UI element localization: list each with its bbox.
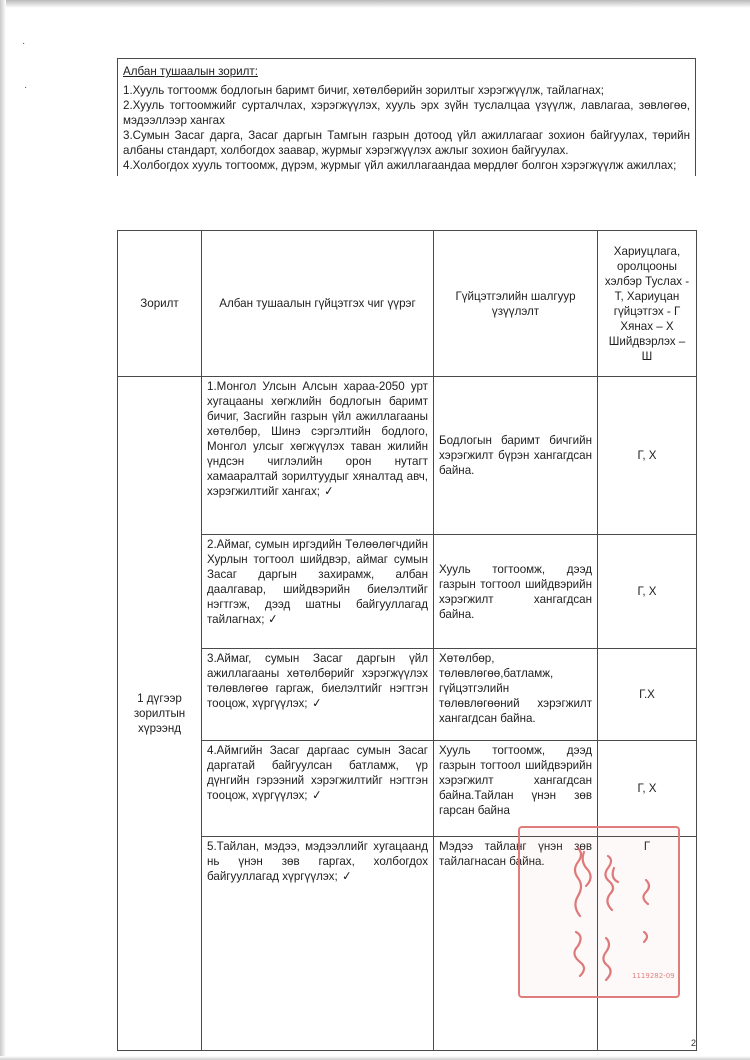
- page-number: 2: [691, 1038, 697, 1048]
- table-row: [118, 649, 697, 741]
- check-mark: ✓: [310, 787, 323, 803]
- task-cell: [202, 649, 434, 741]
- responsibility-cell: Г.Х: [598, 649, 697, 741]
- criteria-cell: Хууль тогтоомж, дээд газрын тогтоол шийдвэрийн хэрэгжилт хангагдсан байна.: [434, 535, 598, 649]
- task-text: 2.Аймаг, сумын иргэдийн Төлөөлөгчдийн Хурлын тогтоол шийдвэр, аймаг сумын Засаг даргын захирамж, албан даалгавар, шийдвэрийн биелэлтийг нэгтгэж, дээд шатны байгууллагад тайлагнах;: [207, 538, 428, 626]
- stamp-number: 1119282-09: [632, 972, 675, 980]
- check-mark: ✓: [310, 695, 323, 711]
- check-mark: ✓: [323, 483, 335, 499]
- scan-edge-left: [0, 0, 6, 1060]
- table-header-row: [118, 231, 697, 377]
- task-cell: [202, 837, 434, 1051]
- responsibility-cell: Г, Х: [598, 741, 697, 837]
- job-objectives-section: [117, 58, 696, 176]
- task-text: 4.Аймгийн Засаг даргаас сумын Засаг даргатай байгуулсан батламж, үр дүнгийн гэрээний хэрэгжилтийг нэгтгэн тооцож, хүргүүлэх;: [207, 744, 428, 802]
- table-row: [118, 377, 697, 535]
- check-mark: ✓: [267, 611, 280, 627]
- responsibility-cell: Г: [598, 837, 697, 1051]
- objective-item-1: 1.Хууль тогтоомж бодлогын баримт бичиг, хөтөлбөрийн зорилтыг хэрэгжүүлж, тайлагнах;: [123, 84, 604, 97]
- header-task: Албан тушаалын гүйцэтгэх чиг үүрэг: [202, 231, 434, 377]
- objectives-heading: Албан тушаалын зорилт:: [123, 65, 258, 78]
- scan-edge-top: [0, 0, 750, 8]
- objective-item-4: 4.Холбогдох хууль тогтоомж, дүрэм, журмыг үйл ажиллагаандаа мөрдлөг болгон хэрэгжүүлж ажиллах;: [123, 159, 677, 172]
- task-text: 1.Монгол Улсын Алсын хараа-2050 урт хугацааны хөгжлийн бодлогын баримт бичиг, Засгийн газрын үйл ажиллагааны хөтөлбөр, Шинэ сэргэлтийн бодлого, Монгол улсыг хөгжүүлэх таван жилийн үндсэн чиглэлийн орон нутагт хамааралтай зорилтуудыг хяналтад авч, хэрэгжилтийг хангах;: [207, 380, 428, 498]
- criteria-cell: Хөтөлбөр, төлөвлөгөө,батламж, гүйцэтгэлийн төлөвлөгөөний хэрэгжилт хангагдсан байна.: [434, 649, 598, 741]
- scan-speck: ·: [22, 38, 26, 49]
- table-row: [118, 535, 697, 649]
- responsibility-cell: Г, Х: [598, 535, 697, 649]
- table-row: [118, 741, 697, 837]
- criteria-cell: Мэдээ тайланг үнэн зөв тайлагнасан байна.: [434, 837, 598, 1051]
- task-cell: [202, 535, 434, 649]
- header-responsibility: Хариуцлага, оролцооны хэлбэр Туслах - Т, Хариуцан гүйцэтгэх - Г Хянах – Х Шийдвэрлэх – Ш: [598, 231, 697, 377]
- header-goal: Зорилт: [118, 231, 202, 377]
- criteria-cell: Бодлогын баримт бичгийн хэрэгжилт бүрэн хангагдсан байна.: [434, 377, 598, 535]
- goal-cell: 1 дүгээр зорилтын хүрээнд: [118, 377, 202, 1051]
- official-stamp: [518, 826, 680, 998]
- header-criteria: Гүйцэтгэлийн шалгуур үзүүлэлт: [434, 231, 598, 377]
- scan-edge-bottom: [0, 1056, 750, 1060]
- task-text: 5.Тайлан, мэдээ, мэдээллийг хугацаанд нь үнэн зөв гаргах, холбогдох байгууллагад хүргүүлэх;: [207, 840, 428, 883]
- task-cell: [202, 377, 434, 535]
- responsibility-cell: Г, Х: [598, 377, 697, 535]
- task-text: 3.Аймаг, сумын Засаг даргын үйл ажиллагааны хөтөлбөрийг хэрэгжүүлэх төлөвлөгөө гаргаж, биелэлтийг нэгтгэн тооцож, хүргүүлэх;: [207, 652, 428, 710]
- objective-item-3: 3.Сумын Засаг дарга, Засаг даргын Тамгын газрын дотоод үйл ажиллагааг зохион байгуулах, төрийн албаны стандарт, холбогдох заавар, журмыг хэрэгжүүлэх ажлыг зохион байгуулах.: [123, 129, 690, 157]
- stamp-seal-graphic: [520, 828, 678, 996]
- check-mark: ✓: [340, 868, 353, 884]
- criteria-cell: Хууль тогтоомж, дээд газрын тогтоол шийдвэрийн хэрэгжилт хангагдсан байна.Тайлан үнэн зөв гарсан байна: [434, 741, 598, 837]
- objective-item-2: 2.Хууль тогтоомжийг сурталчлах, хэрэгжүүлэх, хууль эрх зүйн туслалцаа үзүүлж, лавлагаа, зөвлөгөө, мэдээллээр хангах: [123, 99, 690, 127]
- scan-speck: ·: [24, 82, 28, 93]
- task-cell: [202, 741, 434, 837]
